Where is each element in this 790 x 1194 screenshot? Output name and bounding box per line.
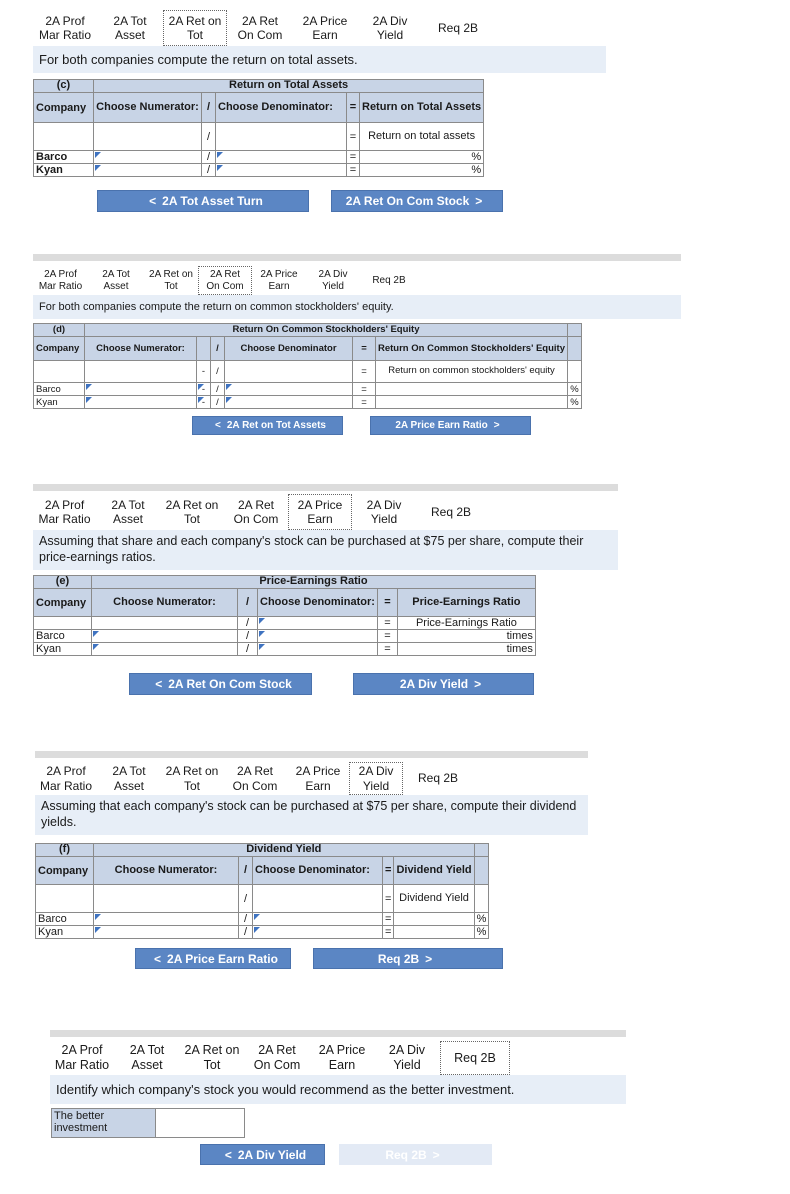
tab-label: Req 2B [454, 1050, 496, 1065]
tab-label: On Com [232, 778, 278, 793]
blank-cell [94, 123, 202, 151]
equals-symbol: = [383, 857, 394, 885]
panel-req-2b [50, 1041, 626, 1171]
tab-req-2b[interactable] [423, 10, 493, 46]
result-header: Return On Common Stockholders' Equity [376, 337, 568, 361]
blank-cell [258, 617, 378, 630]
tab-price-earn[interactable] [310, 1041, 374, 1075]
tab-label: 2A Tot [129, 1043, 165, 1057]
tab-label: 2A Ret [241, 13, 279, 28]
instruction-text: Assuming that share and each company's stock can be purchased at $75 per share, compute their price-earnings ratios. [39, 534, 584, 564]
tab-prof-mar-ratio[interactable] [33, 266, 88, 295]
table-row [34, 643, 536, 656]
tab-label: Asset [103, 280, 129, 292]
tab-label: Earn [305, 778, 331, 793]
equals-symbol: = [347, 93, 360, 123]
panel-return-common-equity [33, 266, 681, 438]
blank-cell [568, 361, 582, 383]
tab-label: Yield [322, 280, 344, 292]
tab-label: 2A Prof [46, 764, 86, 779]
tab-price-earn[interactable] [288, 494, 352, 530]
table-row [36, 926, 489, 939]
tab-label: Earn [312, 28, 338, 42]
tab-label: Mar Ratio [38, 512, 91, 526]
percent-unit: % [568, 383, 582, 396]
equals-symbol: = [347, 151, 360, 164]
tab-tot-asset[interactable] [114, 1041, 180, 1075]
tab-label: Earn [268, 280, 290, 292]
ratio-table [33, 323, 582, 409]
tab-label: Tot [183, 778, 200, 793]
blank-cell [34, 617, 92, 630]
equals-symbol: = [377, 643, 397, 656]
prev-button[interactable] [129, 673, 312, 695]
divide-symbol: / [238, 589, 258, 617]
tab-label: 2A Prof [61, 1043, 103, 1057]
better-investment-label: The better investment [52, 1109, 156, 1138]
company-header: Company [36, 857, 94, 885]
tab-label: 2A Price [302, 13, 348, 28]
result-input[interactable] [376, 396, 568, 409]
tab-label: Yield [393, 1058, 421, 1072]
button-label: 2A Price Earn Ratio [395, 420, 488, 431]
next-button [339, 1144, 492, 1165]
blank-cell [253, 885, 383, 913]
instruction-bar [50, 1075, 626, 1104]
tab-label: On Com [206, 280, 244, 292]
divide-symbol: / [211, 383, 225, 396]
tab-label: On Com [237, 28, 283, 42]
blank-cell [474, 844, 489, 857]
chevron-left-icon: < [149, 194, 157, 208]
tab-label: 2A Ret [209, 268, 240, 280]
next-button[interactable] [370, 416, 531, 435]
answer-table [51, 1108, 245, 1138]
equals-symbol: = [377, 617, 397, 630]
numerator-header: Choose Numerator: [92, 589, 238, 617]
prev-button[interactable] [97, 190, 309, 212]
better-investment-input[interactable] [156, 1109, 245, 1138]
prev-button[interactable] [135, 948, 291, 969]
divide-symbol: / [202, 93, 216, 123]
sign-select[interactable] [197, 383, 211, 396]
tab-label: Asset [114, 28, 145, 42]
divide-symbol: / [238, 643, 258, 656]
company-name: Kyan [34, 396, 85, 409]
divide-symbol: / [211, 337, 225, 361]
divider [33, 484, 618, 491]
numerator-header: Choose Numerator: [85, 337, 197, 361]
tab-label: 2A Div [358, 764, 394, 779]
divide-symbol: / [239, 885, 253, 913]
tab-prof-mar-ratio[interactable] [50, 1041, 114, 1075]
equals-symbol: = [347, 164, 360, 177]
button-label: 2A Div Yield [399, 677, 469, 691]
divider [33, 254, 681, 261]
instruction-text: Assuming that each company's stock can be purchased at $75 per share, compute their dividend yields. [41, 799, 577, 829]
instruction-bar [33, 295, 681, 319]
tab-label: Asset [112, 512, 143, 526]
button-label: 2A Ret On Com Stock [345, 194, 470, 208]
chevron-left-icon: < [224, 1147, 232, 1162]
numerator-select[interactable] [92, 630, 238, 643]
tab-label: Tot [164, 280, 178, 292]
table-row [34, 151, 484, 164]
next-button[interactable] [331, 190, 503, 212]
table-title: Price-Earnings Ratio [92, 576, 536, 589]
ratio-table [35, 843, 489, 939]
instruction-bar [35, 795, 588, 835]
equals-symbol: = [377, 630, 397, 643]
equals-symbol: = [383, 926, 394, 939]
table-row [34, 164, 484, 177]
denominator-header: Choose Denominator: [258, 589, 378, 617]
tab-label: Tot [183, 512, 200, 526]
tab-ret-on-tot[interactable] [160, 494, 224, 530]
tab-label: Mar Ratio [54, 1058, 110, 1072]
divider [35, 751, 588, 758]
tab-prof-mar-ratio[interactable] [33, 494, 96, 530]
tab-price-earn[interactable] [252, 266, 306, 295]
tab-label: Req 2B [417, 771, 459, 786]
tab-req-2b[interactable] [416, 494, 486, 530]
result-input[interactable] [376, 383, 568, 396]
tab-label: Req 2B [372, 274, 406, 286]
tab-label: Yield [362, 778, 390, 793]
equals-symbol: = [347, 123, 360, 151]
label-cell: (d) [34, 324, 85, 337]
panel-price-earnings [33, 494, 618, 699]
button-label: Req 2B [385, 1147, 427, 1162]
numerator-select[interactable] [94, 151, 202, 164]
numerator-select[interactable] [92, 643, 238, 656]
divide-symbol: / [202, 151, 216, 164]
tab-req-2b[interactable] [440, 1041, 510, 1075]
tab-label: 2A Prof [44, 497, 85, 512]
percent-unit: % [471, 151, 482, 163]
table-row [36, 913, 489, 926]
tab-label: Asset [131, 1058, 163, 1072]
instruction-text: Identify which company's stock you would recommend as the better investment. [56, 1082, 515, 1097]
result-header: Return on Total Assets [360, 93, 484, 123]
instruction-text: For both companies compute the return on common stockholders' equity. [39, 301, 394, 313]
blank-cell [474, 857, 489, 885]
divide-symbol: / [211, 361, 225, 383]
tab-ret-on-com[interactable] [223, 762, 287, 795]
button-label: 2A Tot Asset Turn [162, 194, 263, 208]
tab-ret-on-com[interactable] [198, 266, 252, 295]
panel-return-total-assets [33, 10, 606, 215]
equals-symbol: = [377, 589, 397, 617]
result-subheader: Return on total assets [360, 123, 484, 151]
tab-label: Yield [370, 512, 398, 526]
divide-symbol: / [202, 164, 216, 177]
tab-bar [33, 10, 493, 46]
company-name: Barco [34, 630, 92, 643]
tab-div-yield[interactable] [352, 494, 416, 530]
chevron-left-icon: < [154, 951, 162, 966]
divide-symbol: / [211, 396, 225, 409]
dash-symbol: - [197, 361, 211, 383]
tab-label: 2A Div [318, 268, 348, 280]
company-name: Kyan [34, 643, 92, 656]
tab-ret-on-com[interactable] [244, 1041, 310, 1075]
button-label: 2A Ret on Tot Assets [226, 420, 326, 431]
instruction-bar [33, 530, 618, 570]
label-cell: (e) [34, 576, 92, 589]
blank-cell [36, 885, 94, 913]
tab-bar [33, 266, 418, 295]
table-row [34, 630, 536, 643]
result-header: Price-Earnings Ratio [397, 589, 535, 617]
table-row [34, 383, 582, 396]
blank-cell [34, 361, 85, 383]
tab-div-yield[interactable] [357, 10, 423, 46]
tab-tot-asset[interactable] [97, 10, 163, 46]
company-header: Company [34, 589, 92, 617]
button-label: Req 2B [377, 951, 420, 966]
blank-cell [225, 361, 353, 383]
denominator-select[interactable] [225, 383, 353, 396]
equals-symbol: = [353, 337, 376, 361]
numerator-select[interactable] [94, 913, 239, 926]
tab-label: 2A Ret on [184, 1043, 240, 1057]
divide-symbol: / [239, 857, 253, 885]
label-cell: (c) [34, 80, 94, 93]
denominator-header: Choose Denominator: [216, 93, 347, 123]
tab-label: 2A Tot [113, 13, 147, 28]
tab-label: Earn [328, 1058, 356, 1072]
tab-label: Mar Ratio [38, 28, 91, 42]
dash-symbol: - [201, 383, 206, 395]
company-name: Barco [34, 151, 94, 164]
result-input[interactable] [397, 643, 535, 656]
equals-symbol: = [353, 396, 376, 409]
result-input[interactable] [360, 151, 484, 164]
company-name: Kyan [34, 164, 94, 177]
prev-button[interactable] [192, 416, 343, 435]
tab-label: 2A Div [372, 13, 408, 28]
tab-label: 2A Ret [258, 1043, 296, 1057]
blank-cell [94, 885, 239, 913]
denominator-select[interactable] [216, 151, 347, 164]
blank-cell [92, 617, 238, 630]
blank-cell [568, 337, 582, 361]
next-button[interactable] [313, 948, 503, 969]
chevron-right-icon: > [425, 951, 433, 966]
chevron-right-icon: > [493, 420, 500, 431]
tab-label: Yield [376, 28, 404, 42]
chevron-left-icon: < [215, 420, 221, 431]
company-name: Barco [34, 383, 85, 396]
tab-label: Tot [203, 1058, 221, 1072]
dash-symbol: - [201, 396, 206, 408]
denominator-header: Choose Denominator [225, 337, 353, 361]
blank-cell [568, 324, 582, 337]
tab-label: Tot [186, 28, 203, 42]
divide-symbol: / [238, 630, 258, 643]
instruction-text: For both companies compute the return on total assets. [39, 52, 358, 67]
company-header: Company [34, 337, 85, 361]
tab-div-yield[interactable] [374, 1041, 440, 1075]
tab-tot-asset[interactable] [97, 762, 161, 795]
denominator-select[interactable] [258, 643, 378, 656]
denominator-select[interactable] [253, 913, 383, 926]
ratio-table [33, 79, 484, 177]
equals-symbol: = [383, 913, 394, 926]
blank-cell [474, 885, 489, 913]
result-input[interactable] [394, 926, 474, 939]
result-input[interactable] [394, 913, 474, 926]
tab-label: 2A Tot [112, 764, 146, 779]
tab-bar [33, 494, 486, 530]
divide-symbol: / [238, 617, 258, 630]
tab-label: 2A Div [366, 497, 402, 512]
ratio-table [33, 575, 536, 656]
equals-symbol: = [383, 885, 394, 913]
percent-unit: % [568, 396, 582, 409]
times-unit: times [506, 630, 533, 642]
tab-label: 2A Ret on [168, 13, 222, 28]
tab-label: 2A Prof [44, 268, 77, 280]
numerator-header: Choose Numerator: [94, 93, 202, 123]
button-label: 2A Price Earn Ratio [167, 951, 278, 966]
next-button[interactable] [353, 673, 534, 695]
instruction-bar [33, 46, 606, 73]
tab-label: On Com [233, 512, 279, 526]
times-unit: times [506, 643, 533, 655]
label-cell: (f) [36, 844, 94, 857]
tab-label: 2A Ret [237, 497, 275, 512]
tab-ret-on-tot[interactable] [180, 1041, 244, 1075]
blank-cell [197, 337, 211, 361]
result-subheader: Return on common stockholders' equity [376, 361, 568, 383]
numerator-select[interactable] [94, 164, 202, 177]
percent-unit: % [474, 926, 489, 939]
equals-symbol: = [353, 361, 376, 383]
chevron-left-icon: < [155, 677, 163, 691]
tab-label: 2A Div [388, 1043, 426, 1057]
button-label: 2A Ret On Com Stock [168, 677, 292, 691]
table-title: Dividend Yield [94, 844, 475, 857]
panel-dividend-yield [35, 762, 588, 972]
numerator-select[interactable] [94, 926, 239, 939]
tab-label: 2A Ret on [149, 268, 193, 280]
tab-label: 2A Price [295, 764, 341, 779]
tab-label: 2A Ret on [165, 764, 219, 779]
chevron-right-icon: > [474, 677, 482, 691]
table-row [34, 396, 582, 409]
denominator-select[interactable] [216, 164, 347, 177]
tab-label: Req 2B [430, 504, 472, 519]
percent-unit: % [474, 913, 489, 926]
tab-label: On Com [253, 1058, 301, 1072]
tab-label: 2A Price [297, 497, 343, 512]
denominator-select[interactable] [253, 926, 383, 939]
tab-tot-asset[interactable] [88, 266, 144, 295]
tab-label: 2A Tot [102, 268, 130, 280]
numerator-header: Choose Numerator: [94, 857, 239, 885]
result-subheader: Dividend Yield [394, 885, 474, 913]
tab-label: 2A Price [260, 268, 298, 280]
tab-ret-on-tot[interactable] [163, 10, 227, 46]
numerator-select[interactable] [85, 396, 197, 409]
company-header: Company [34, 93, 94, 123]
divide-symbol: / [239, 913, 253, 926]
company-name: Kyan [36, 926, 94, 939]
table-title: Return On Common Stockholders' Equity [85, 324, 568, 337]
tab-label: 2A Ret on [165, 497, 219, 512]
chevron-right-icon: > [432, 1147, 440, 1162]
result-input[interactable] [360, 164, 484, 177]
denominator-select[interactable] [225, 396, 353, 409]
tab-label: Req 2B [437, 20, 479, 35]
equals-symbol: = [353, 383, 376, 396]
divider [50, 1030, 626, 1037]
result-subheader: Price-Earnings Ratio [397, 617, 535, 630]
tab-bar [50, 1041, 510, 1075]
company-name: Barco [36, 913, 94, 926]
result-header: Dividend Yield [394, 857, 474, 885]
tab-ret-on-com[interactable] [227, 10, 293, 46]
table-title: Return on Total Assets [94, 80, 484, 93]
tab-label: 2A Tot [111, 497, 145, 512]
tab-price-earn[interactable] [293, 10, 357, 46]
tab-prof-mar-ratio[interactable] [35, 762, 97, 795]
tab-tot-asset[interactable] [96, 494, 160, 530]
tab-div-yield[interactable] [306, 266, 360, 295]
divide-symbol: / [239, 926, 253, 939]
denominator-select[interactable] [258, 630, 378, 643]
divide-symbol: / [202, 123, 216, 151]
chevron-right-icon: > [475, 194, 483, 208]
blank-cell [34, 123, 94, 151]
result-input[interactable] [397, 630, 535, 643]
blank-cell [85, 361, 197, 383]
tab-price-earn[interactable] [287, 762, 349, 795]
button-label: 2A Div Yield [237, 1147, 307, 1162]
tab-label: Mar Ratio [39, 778, 92, 793]
sign-select[interactable] [197, 396, 211, 409]
percent-unit: % [471, 164, 482, 176]
tab-bar [35, 762, 473, 795]
tab-req-2b[interactable] [403, 762, 473, 795]
tab-ret-on-tot[interactable] [161, 762, 223, 795]
tab-req-2b[interactable] [360, 266, 418, 295]
tab-ret-on-com[interactable] [224, 494, 288, 530]
blank-cell [216, 123, 347, 151]
tab-label: 2A Prof [45, 13, 85, 28]
tab-div-yield[interactable] [349, 762, 403, 795]
tab-label: Mar Ratio [38, 280, 83, 292]
tab-label: Asset [113, 778, 144, 793]
prev-button[interactable] [200, 1144, 325, 1165]
denominator-header: Choose Denominator: [253, 857, 383, 885]
tab-label: Earn [307, 512, 333, 526]
tab-ret-on-tot[interactable] [144, 266, 198, 295]
numerator-select[interactable] [85, 383, 197, 396]
tab-label: 2A Price [318, 1043, 366, 1057]
tab-prof-mar-ratio[interactable] [33, 10, 97, 46]
tab-label: 2A Ret [236, 764, 274, 779]
